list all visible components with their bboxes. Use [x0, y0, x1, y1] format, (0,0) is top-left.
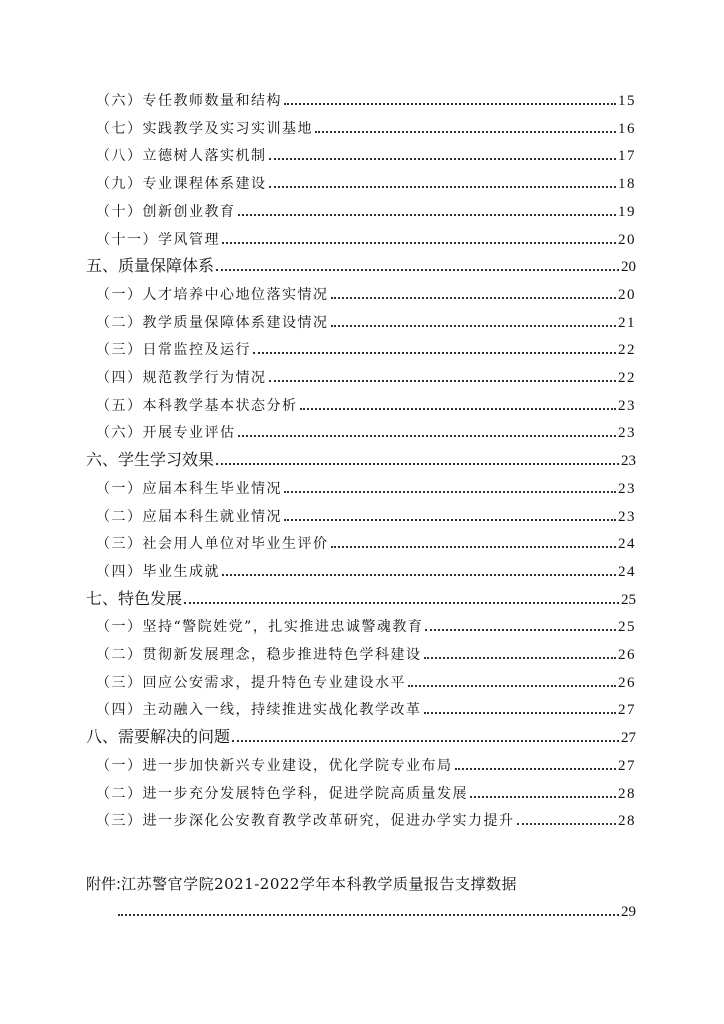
dot-leader	[424, 702, 617, 714]
toc-entry-page-number: 26	[618, 647, 636, 663]
toc-entry-label: （四）主动融入一线，持续推进实战化教学改革	[96, 702, 422, 719]
dot-leader	[331, 315, 617, 327]
toc-subsection-entry[interactable]	[0, 751, 724, 775]
toc-entry-label: （六）专任教师数量和结构	[96, 93, 282, 109]
toc-entry-label: （十）创新创业教育	[96, 203, 236, 220]
toc-entry-label: 五、质量保障体系	[86, 256, 215, 276]
toc-entry-label: （二）贯彻新发展理念，稳步推进特色学科建设	[96, 647, 422, 663]
dot-leader	[222, 564, 616, 576]
dot-leader	[284, 509, 616, 521]
toc-entry-label: （三）进一步深化公安教育教学改革研究，促进办学实力提升	[96, 813, 515, 830]
toc-entry-page-number: 27	[618, 702, 636, 719]
toc-entry-label: （三）社会用人单位对毕业生评价	[96, 536, 329, 553]
toc-entry-label: （六）开展专业评估	[96, 425, 236, 442]
dot-leader	[517, 813, 617, 825]
dot-leader	[216, 453, 619, 465]
toc-subsection-entry[interactable]	[0, 280, 724, 304]
toc-subsection-entry[interactable]	[0, 363, 724, 387]
toc-entry-page-number: 28	[618, 785, 636, 802]
toc-entry-page-number: 24	[618, 563, 636, 580]
toc-entry-label: （二）应届本科生就业情况	[96, 508, 282, 525]
appendix-entry[interactable]	[86, 870, 517, 894]
dot-leader	[300, 398, 617, 410]
toc-entry-page-number: 27	[618, 757, 636, 774]
dot-leader	[331, 287, 617, 299]
appendix-title: 江苏警官学院2021-2022学年本科教学质量报告支撑数据	[121, 875, 517, 893]
dot-leader	[184, 592, 619, 604]
toc-entry-label: （二）进一步充分发展特色学科，促进学院高质量发展	[96, 785, 468, 802]
toc-entry-label: （一）进一步加快新兴专业建设，优化学院专业布局	[96, 757, 453, 774]
toc-section-entry[interactable]	[0, 723, 724, 747]
toc-entry-page-number: 28	[618, 813, 636, 830]
toc-entry-page-number: 25	[618, 619, 636, 636]
toc-subsection-entry[interactable]	[0, 197, 724, 221]
toc-entry-label: （三）日常监控及运行	[96, 342, 251, 359]
toc-entry-page-number: 15	[618, 93, 636, 109]
toc-entry-page-number: 27	[621, 730, 636, 747]
dot-leader	[118, 904, 619, 916]
appendix-page-number: 29	[621, 904, 636, 920]
toc-entry-page-number: 17	[618, 148, 636, 165]
toc-subsection-entry[interactable]	[0, 474, 724, 498]
toc-subsection-entry[interactable]	[0, 308, 724, 332]
dot-leader	[331, 536, 617, 548]
toc-entry-page-number: 26	[618, 674, 636, 691]
dot-leader	[269, 176, 617, 188]
toc-subsection-entry[interactable]	[0, 86, 724, 110]
toc-entry-page-number: 25	[621, 591, 636, 608]
toc-entry-page-number: 21	[618, 314, 636, 331]
dot-leader	[408, 675, 616, 687]
toc-subsection-entry[interactable]	[0, 806, 724, 830]
toc-entry-page-number: 16	[618, 120, 636, 137]
toc-entry-page-number: 24	[618, 536, 636, 553]
toc-subsection-entry[interactable]	[0, 114, 724, 138]
dot-leader	[269, 370, 617, 382]
dot-leader	[284, 93, 616, 105]
toc-subsection-entry[interactable]	[0, 141, 724, 165]
toc-entry-page-number: 19	[618, 203, 636, 220]
toc-entry-label: （七）实践教学及实习实训基地	[96, 120, 313, 137]
toc-entry-page-number: 20	[618, 286, 636, 303]
toc-subsection-entry[interactable]	[0, 557, 724, 581]
toc-entry-page-number: 22	[618, 370, 636, 386]
dot-leader	[315, 121, 616, 133]
dot-leader	[425, 619, 616, 631]
appendix-leader-line	[118, 897, 636, 921]
toc-entry-page-number: 20	[618, 231, 636, 248]
toc-entry-label: （十一）学风管理	[96, 231, 220, 248]
toc-entry-label: 八、需要解决的问题	[86, 727, 231, 747]
dot-leader	[238, 204, 617, 216]
toc-subsection-entry[interactable]	[0, 502, 724, 526]
dot-leader	[216, 259, 619, 271]
toc-section-entry[interactable]	[0, 446, 724, 470]
toc-entry-label: （二）教学质量保障体系建设情况	[96, 314, 329, 331]
toc-subsection-entry[interactable]	[0, 640, 724, 664]
toc-entry-label: （四）毕业生成就	[96, 563, 220, 580]
appendix-prefix: 附件:	[86, 875, 122, 893]
dot-leader	[232, 730, 619, 742]
toc-subsection-entry[interactable]	[0, 335, 724, 359]
toc-entry-label: 七、特色发展	[86, 588, 183, 608]
toc-entry-page-number: 23	[618, 425, 636, 442]
toc-section-entry[interactable]	[0, 585, 724, 609]
toc-entry-label: （三）回应公安需求，提升特色专业建设水平	[96, 674, 406, 691]
dot-leader	[253, 342, 616, 354]
dot-leader	[455, 758, 617, 770]
toc-entry-label: （九）专业课程体系建设	[96, 176, 267, 193]
toc-subsection-entry[interactable]	[0, 529, 724, 553]
toc-subsection-entry[interactable]	[0, 612, 724, 636]
toc-entry-page-number: 23	[621, 453, 636, 470]
toc-entry-label: （一）人才培养中心地位落实情况	[96, 286, 329, 303]
toc-subsection-entry[interactable]	[0, 391, 724, 415]
toc-entry-page-number: 20	[621, 259, 636, 276]
dot-leader	[424, 647, 617, 659]
toc-entry-page-number: 22	[618, 342, 636, 359]
dot-leader	[284, 481, 616, 493]
toc-entry-label: （四）规范教学行为情况	[96, 370, 267, 386]
toc-entry-label: （一）应届本科生毕业情况	[96, 480, 282, 497]
toc-subsection-entry[interactable]	[0, 225, 724, 249]
toc-entry-page-number: 23	[618, 397, 636, 414]
toc-entry-page-number: 23	[618, 480, 636, 497]
dot-leader	[470, 786, 616, 798]
dot-leader	[222, 232, 616, 244]
toc-entry-label: （五）本科教学基本状态分析	[96, 397, 298, 414]
toc-subsection-entry[interactable]	[0, 695, 724, 719]
toc-entry-label: （八）立德树人落实机制	[96, 148, 267, 165]
dot-leader	[269, 148, 617, 160]
toc-subsection-entry[interactable]	[0, 779, 724, 803]
toc-subsection-entry[interactable]	[0, 668, 724, 692]
dot-leader	[238, 425, 617, 437]
toc-entry-page-number: 23	[618, 508, 636, 525]
toc-entry-label: （一）坚持“警院姓党”，扎实推进忠诚警魂教育	[96, 619, 424, 636]
toc-entry-label: 六、学生学习效果	[86, 450, 215, 470]
toc-subsection-entry[interactable]	[0, 418, 724, 442]
toc-entry-page-number: 18	[618, 176, 636, 193]
toc-subsection-entry[interactable]	[0, 169, 724, 193]
toc-section-entry[interactable]	[0, 252, 724, 276]
